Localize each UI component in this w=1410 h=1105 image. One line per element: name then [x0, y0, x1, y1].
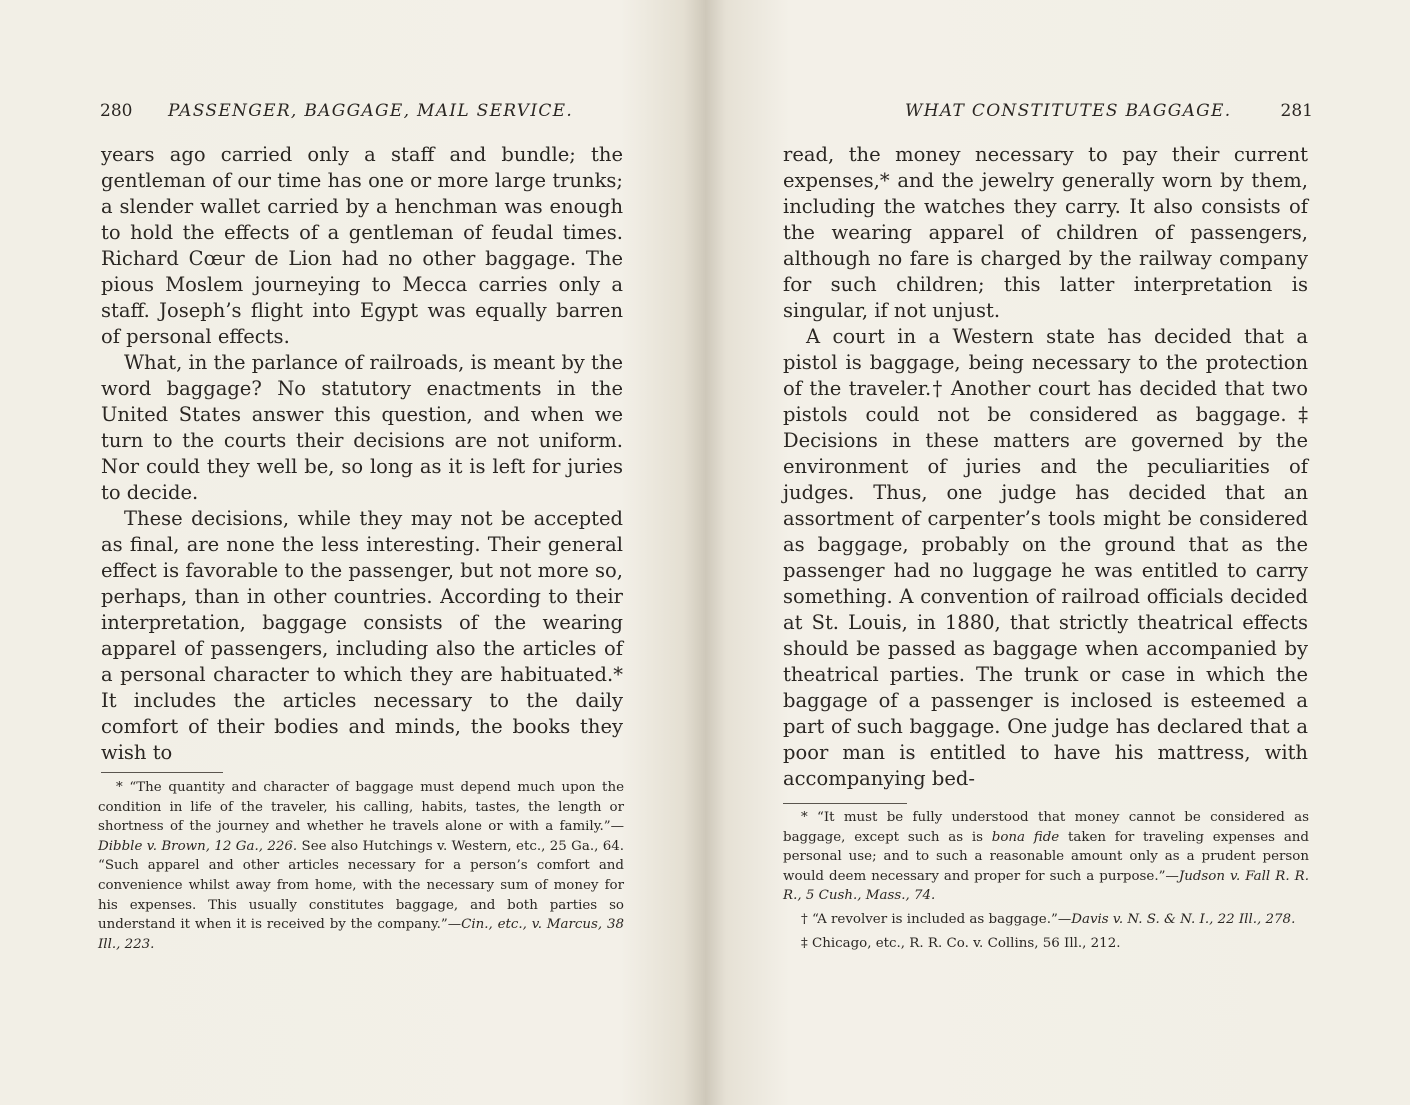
- page-number: 280: [100, 101, 133, 121]
- footnote-citation: Davis v. N. S. & N. I., 22 Ill., 278.: [1071, 911, 1296, 927]
- footnote-text: See also Hutchings v. Western, etc., 25 Ga., 64. “Such apparel and other articles necessary for a person’s comfort and convenience whilst away from home, with the necessary sum of money for his expenses. This usually constitutes baggage, and both parties so understand it when it is received by the company.”—: [98, 838, 625, 933]
- page-number: 281: [1280, 101, 1313, 121]
- paragraph: years ago carried only a staff and bundle; the gentleman of our time has one or more large trunks; a slender wallet carried by a henchman was enough to hold the effects of a gentleman of feudal times. Richard Cœur de Lion had no other baggage. The pious Moslem journeying to Mecca carries only a staff. Joseph’s flight into Egypt was equally barren of personal effects.: [101, 143, 623, 348]
- footnote: [98, 778, 624, 954]
- footnote-text: taken for traveling expenses and personal use; and to such a reasonable amount only as a prudent person would deem necessary and proper for such a purpose.”—: [783, 829, 1309, 884]
- body-text-right: [783, 142, 1308, 792]
- paragraph: A court in a Western state has decided that a pistol is baggage, being necessary to the protection of the traveler.† Another court has decided that two pistols could not be considered as baggage.‡ Decisions in these matters are governed by the environment of juries and the peculiarities of judges. Thus, one judge has decided that an assortment of carpenter’s tools might be considered as baggage, probably on the ground that as the passenger had no luggage he was entitled to carry something. A convention of railroad officials decided at St. Louis, in 1880, that strictly theatrical effects should be passed as baggage when accompanied by theatrical parties. The trunk or case in which the baggage of a passenger is inclosed is esteemed a part of such baggage. One judge has declared that a poor man is entitled to have his mattress, with accompanying bed-: [783, 325, 1308, 790]
- footnote-rule: [783, 803, 907, 804]
- footnote: [783, 910, 1309, 930]
- running-title: WHAT CONSTITUTES BAGGAGE.: [905, 101, 1232, 121]
- paragraph: These decisions, while they may not be accepted as final, are none the less interesting. Their general effect is favorable to the passenger, but not more so, perhaps, than in other countries. According to their interpretation, baggage consists of the wearing apparel of passengers, including also the articles of a personal character to which they are habituated.* It includes the articles necessary to the daily comfort of their bodies and minds, the books they wish to: [101, 507, 623, 764]
- running-title: PASSENGER, BAGGAGE, MAIL SERVICE.: [168, 101, 574, 121]
- footnote-italic: bona fide: [991, 829, 1060, 845]
- footnote-text: * “It must be fully understood that money cannot be considered as baggage, except such as is: [783, 810, 1309, 845]
- body-text-left: [101, 142, 623, 766]
- right-page: [705, 0, 1410, 1105]
- footnote: [783, 808, 1309, 906]
- paragraph: read, the money necessary to pay their current expenses,* and the jewelry generally worn by them, including the watches they carry. It also consists of the wearing apparel of children of passengers, although no fare is charged by the railway company for such children; this latter interpretation is singular, if not unjust.: [783, 143, 1308, 322]
- running-head-right: [785, 98, 1313, 124]
- paragraph: What, in the parlance of railroads, is meant by the word baggage? No statutory enactments in the United States answer this question, and when we turn to the courts their decisions are not uniform. Nor could they well be, so long as it is left for juries to decide.: [101, 351, 623, 504]
- footnote-citation: Judson v. Fall R. R. R., 5 Cush., Mass., 74.: [783, 868, 1309, 904]
- footnote-text: * “The quantity and character of baggage must depend much upon the condition in life of the traveler, his calling, habits, tastes, the length or shortness of the journey and whether he travels alone or with a family.”—: [98, 780, 624, 835]
- footnote-citation: Dibble v. Brown, 12 Ga., 226.: [98, 838, 298, 854]
- footnotes-right: [783, 808, 1309, 957]
- footnote-citation: Cin., etc., v. Marcus, 38 Ill., 223.: [98, 917, 624, 952]
- footnote: [783, 934, 1309, 954]
- running-head-left: [100, 98, 625, 124]
- footnotes-left: [98, 778, 624, 958]
- footnote-text: † “A revolver is included as baggage.”—: [801, 911, 1072, 927]
- footnote-text: ‡ Chicago, etc., R. R. Co. v. Collins, 56 Ill., 212.: [801, 935, 1121, 951]
- footnote-rule: [101, 772, 223, 773]
